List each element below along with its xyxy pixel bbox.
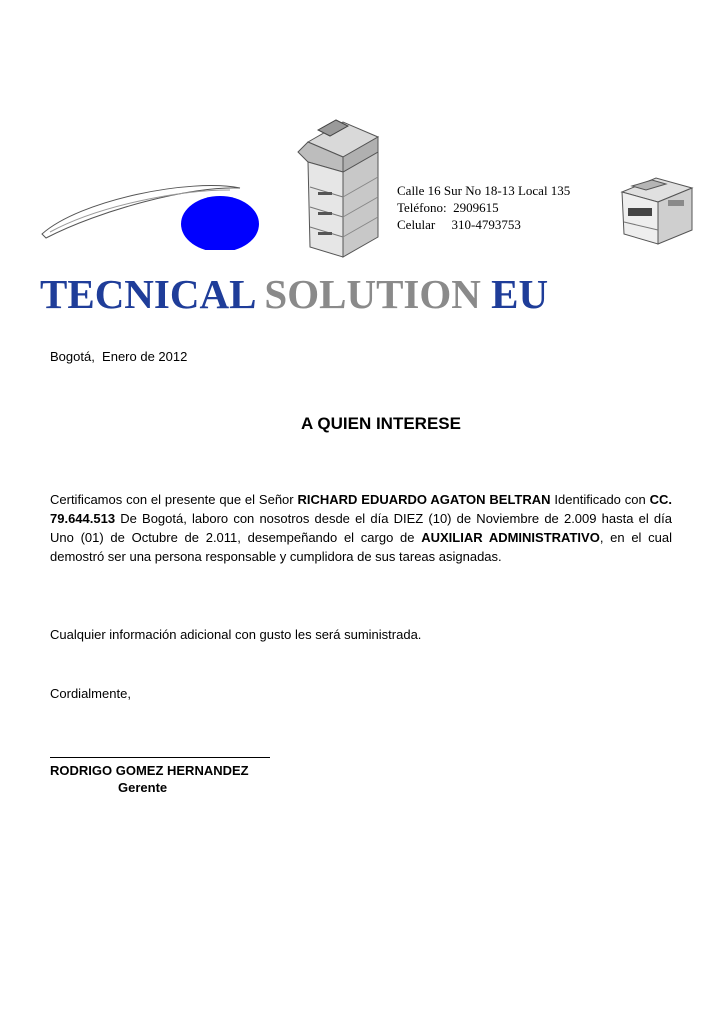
body-text-4: , en el cual demostró ser una persona responsable y cumplidora de sus tareas asignadas. <box>50 530 673 564</box>
company-name-part-eu: EU <box>491 271 549 317</box>
employee-position: AUXILIAR ADMINISTRATIVO <box>421 530 600 545</box>
certification-paragraph <box>50 490 672 566</box>
letter-title: A QUIEN INTERESE <box>301 414 461 433</box>
company-name-part-solution: SOLUTION <box>264 271 481 317</box>
logo-graphic <box>40 150 260 250</box>
signature-line <box>50 757 270 758</box>
letter-date: Bogotá, Enero de 2012 <box>50 349 188 364</box>
signer-role: Gerente <box>118 780 168 795</box>
employee-name: RICHARD EDUARDO AGATON BELTRAN <box>297 492 551 507</box>
body-text-1: Certificamos con el presente que el Señor <box>50 492 298 507</box>
contact-address: Calle 16 Sur No 18-13 Local 135 <box>397 183 571 198</box>
additional-info-line: Cualquier información adicional con gusto les será suministrada. <box>50 627 422 642</box>
contact-cell: Celular 310-4793753 <box>397 217 521 232</box>
body-text-2: Identificado con <box>550 492 650 507</box>
copier-small-image <box>616 172 696 250</box>
copier-large-image <box>288 112 388 262</box>
closing-salutation: Cordialmente, <box>50 686 131 701</box>
company-name <box>40 270 548 318</box>
contact-phone: Teléfono: 2909615 <box>397 200 499 215</box>
body-text-3: De Bogotá, laboro con nosotros desde el día DIEZ (10) de Noviembre de 2.009 hasta el día Uno (01) de Octubre de 2.011, desempeñando el cargo de <box>50 511 672 545</box>
company-name-part-tecnical: TECNICAL <box>40 271 255 317</box>
employee-id: CC. 79.644.513 <box>50 492 672 526</box>
signer-name: RODRIGO GOMEZ HERNANDEZ <box>50 763 249 778</box>
